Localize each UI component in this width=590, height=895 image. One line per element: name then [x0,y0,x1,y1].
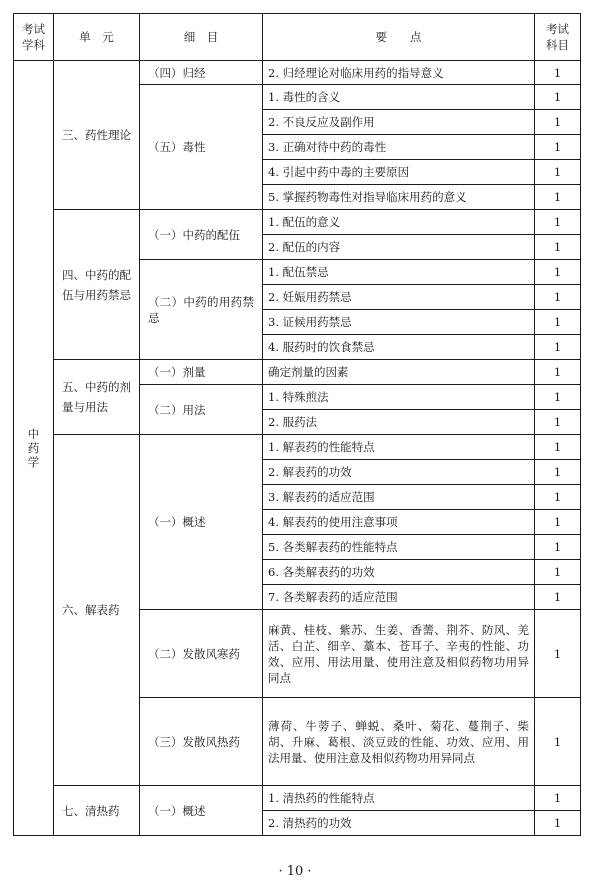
subject-count-cell: 1 [535,160,581,185]
page-number: · 10 · [278,864,312,879]
subject-count-cell: 1 [535,610,581,698]
detail-cell: （二）中药的用药禁忌 [140,260,263,360]
unit-cell: 三、药性理论 [54,61,140,210]
subject-count-cell: 1 [535,85,581,110]
point-cell: 5. 各类解表药的性能特点 [263,535,535,560]
table-row [14,61,581,85]
syllabus-table [13,13,581,836]
point-cell: 1. 特殊煎法 [263,385,535,410]
subject-count-cell: 1 [535,410,581,435]
subject-count-cell: 1 [535,435,581,460]
point-cell: 麻黄、桂枝、紫苏、生姜、香薷、荆芥、防风、羌活、白芷、细辛、藁本、苍耳子、辛夷的性能、功效、应用、用法用量、使用注意及相似药物功用异同点 [263,610,535,698]
point-cell: 2. 不良反应及副作用 [263,110,535,135]
subject-count-cell: 1 [535,335,581,360]
unit-cell: 四、中药的配伍与用药禁忌 [54,210,140,360]
detail-cell: （一）概述 [140,435,263,610]
point-cell: 确定剂量的因素 [263,360,535,385]
subject-count-cell: 1 [535,585,581,610]
subject-count-cell: 1 [535,110,581,135]
subject-count-cell: 1 [535,310,581,335]
point-cell: 2. 配伍的内容 [263,235,535,260]
point-cell: 2. 解表药的功效 [263,460,535,485]
point-cell: 4. 引起中药中毒的主要原因 [263,160,535,185]
header-detail: 细 目 [140,14,263,61]
subject-count-cell: 1 [535,285,581,310]
subject-count-cell: 1 [535,535,581,560]
subject-label: 中药学 [27,426,40,469]
detail-cell: （一）概述 [140,786,263,836]
header-unit: 单 元 [54,14,140,61]
unit-cell: 五、中药的剂量与用法 [54,360,140,435]
subject-count-cell: 1 [535,460,581,485]
point-cell: 1. 清热药的性能特点 [263,786,535,811]
point-cell: 3. 证候用药禁忌 [263,310,535,335]
subject-count-cell: 1 [535,786,581,811]
subject-count-cell: 1 [535,210,581,235]
subject-count-cell: 1 [535,360,581,385]
subject-count-cell: 1 [535,61,581,85]
point-cell: 2. 清热药的功效 [263,811,535,836]
point-cell: 3. 解表药的适应范围 [263,485,535,510]
point-cell: 2. 妊娠用药禁忌 [263,285,535,310]
subject-count-cell: 1 [535,811,581,836]
point-cell: 2. 服药法 [263,410,535,435]
table-row [14,210,581,235]
detail-cell: （二）用法 [140,385,263,435]
subject-count-cell: 1 [535,510,581,535]
unit-cell: 六、解表药 [54,435,140,786]
subject-count-cell: 1 [535,698,581,786]
header-point: 要 点 [263,14,535,61]
table-row [14,786,581,811]
header-subj: 考试科目 [535,14,581,61]
subject-count-cell: 1 [535,235,581,260]
point-cell: 4. 服药时的饮食禁忌 [263,335,535,360]
detail-cell: （五）毒性 [140,85,263,210]
point-cell: 3. 正确对待中药的毒性 [263,135,535,160]
subject-cell [14,61,54,836]
table-row [14,435,581,460]
table-header-row [14,14,581,61]
subject-count-cell: 1 [535,560,581,585]
subject-count-cell: 1 [535,260,581,285]
table-row [14,360,581,385]
point-cell: 6. 各类解表药的功效 [263,560,535,585]
subject-count-cell: 1 [535,135,581,160]
point-cell: 7. 各类解表药的适应范围 [263,585,535,610]
detail-cell: （一）剂量 [140,360,263,385]
detail-cell: （一）中药的配伍 [140,210,263,260]
point-cell: 5. 掌握药物毒性对指导临床用药的意义 [263,185,535,210]
point-cell: 4. 解表药的使用注意事项 [263,510,535,535]
point-cell: 1. 配伍的意义 [263,210,535,235]
detail-cell: （二）发散风寒药 [140,610,263,698]
point-cell: 1. 配伍禁忌 [263,260,535,285]
point-cell: 1. 解表药的性能特点 [263,435,535,460]
subject-count-cell: 1 [535,485,581,510]
subject-count-cell: 1 [535,185,581,210]
subject-count-cell: 1 [535,385,581,410]
detail-cell: （三）发散风热药 [140,698,263,786]
point-cell: 薄荷、牛蒡子、蝉蜕、桑叶、菊花、蔓荆子、柴胡、升麻、葛根、淡豆豉的性能、功效、应用、用法用量、使用注意及相似药物功用异同点 [263,698,535,786]
header-subject: 考试学科 [14,14,54,61]
point-cell: 2. 归经理论对临床用药的指导意义 [263,61,535,85]
unit-cell: 七、清热药 [54,786,140,836]
point-cell: 1. 毒性的含义 [263,85,535,110]
detail-cell: （四）归经 [140,61,263,85]
